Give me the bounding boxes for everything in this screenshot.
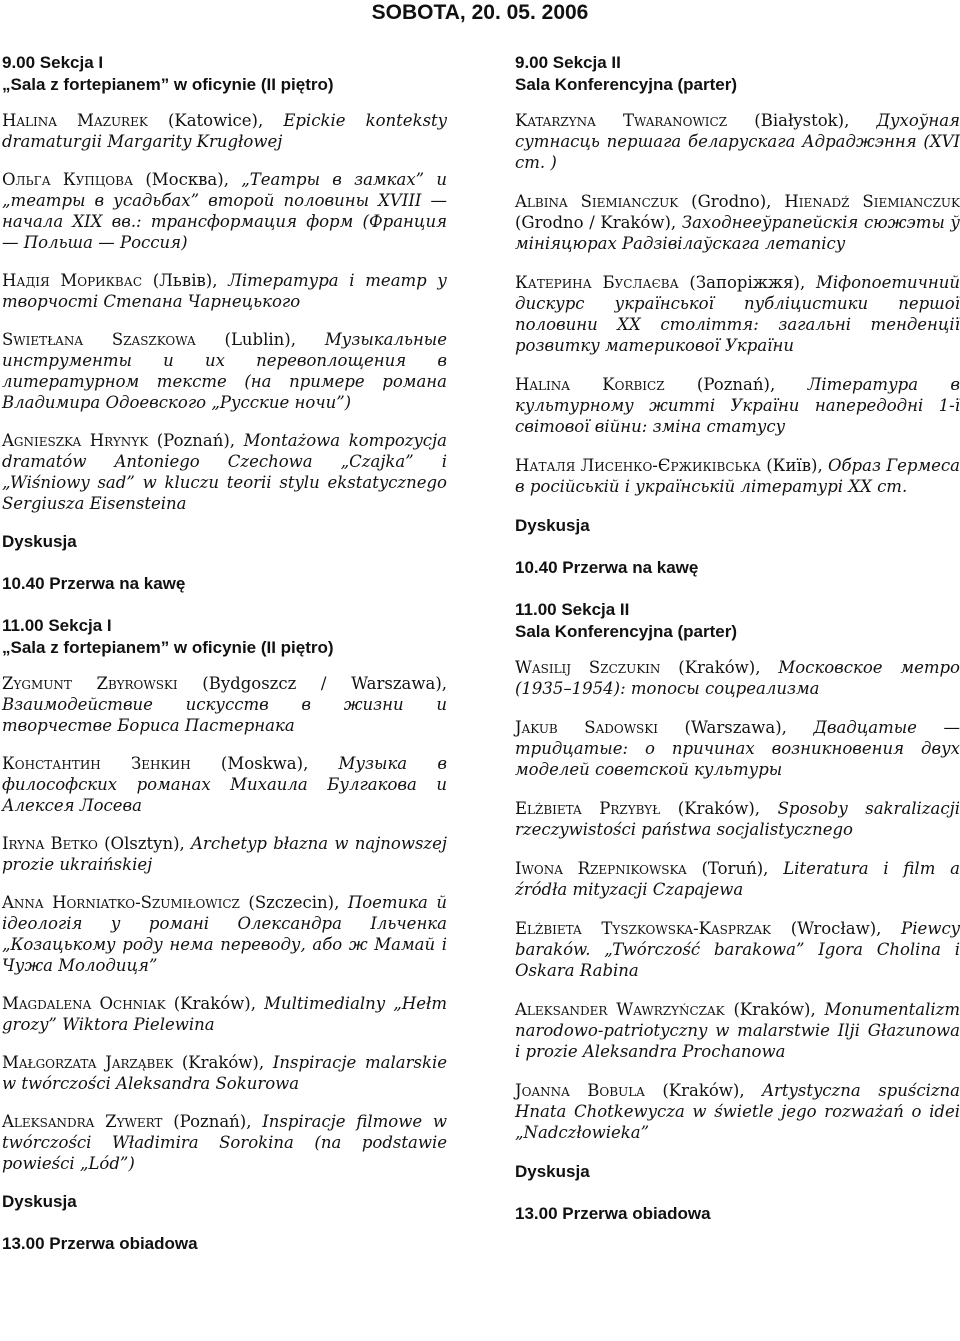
- entry-author: Małgorzata Jarząbek: [2, 1053, 174, 1072]
- left-column: [2, 52, 447, 1275]
- entry-author: Anna Horniatko-Szumiłowicz: [2, 893, 240, 912]
- entry-title: Міфопоетичний дискурс української публіцистики першої половини XX століття: загальні тенденції розвитку материкової України: [515, 273, 960, 355]
- program-entry: [2, 329, 447, 413]
- entry-location: (Wrocław),: [770, 919, 902, 938]
- entry-author: Hienadź Siemianczuk: [784, 192, 960, 211]
- entry-title: Artystyczna spuścizna Hnata Chotkewycza w świetle jego rozważań o idei „Nadczłowieka”: [515, 1081, 960, 1142]
- entry-title: Двадцатые — тридцатые: о причинах возникновения двух моделей советской культуры: [515, 718, 960, 779]
- entry-title: Montażowa kompozycja dramatów Antoniego Czechowa „Czajka” i „Wiśniowy sad” w kluczu teorii stylu ekstatycznego Sergiusza Eisensteina: [2, 431, 447, 513]
- discussion-label: Dyskusja: [2, 532, 77, 551]
- entry-title: Epickie konteksty dramaturgii Margarity Krugłowej: [2, 111, 447, 151]
- entry-title: Sposoby sakralizacji rzeczywistości państwa socjalistycznego: [515, 799, 960, 839]
- entry-title: Духоўная сутнасць першага беларускага Адраджэння (XVI ст. ): [515, 111, 960, 172]
- program-entry: [515, 110, 960, 173]
- entry-author: Albina Siemianczuk: [515, 192, 679, 211]
- entry-author: Magdalena Ochniak: [2, 994, 166, 1013]
- entry-location: (Poznań),: [664, 375, 808, 394]
- program-entry: [515, 918, 960, 981]
- entry-location: (Katowice),: [147, 111, 284, 130]
- entry-location: (Запоріжжя),: [678, 273, 816, 292]
- program-entry: [515, 191, 960, 254]
- entry-author: Elżbieta Przybył: [515, 799, 661, 818]
- program-entry: [2, 892, 447, 976]
- entry-author: Ольга Купцова: [2, 170, 134, 189]
- program-entry: [2, 169, 447, 253]
- entry-title: Piewcy baraków. „Twórczość barakowa” Igora Cholina i Oskara Rabina: [515, 919, 960, 980]
- session-heading: [515, 52, 960, 96]
- entry-title: Заходнееўрапейскія сюжэты ў мініяцюрах Радзівілаўскага летапісу: [515, 213, 960, 253]
- discussion-label: Dyskusja: [515, 1162, 590, 1181]
- entry-location: (Toruń),: [686, 859, 784, 878]
- entry-location: (Kraków),: [724, 1000, 825, 1019]
- entry-location: (Kraków),: [173, 1053, 273, 1072]
- entry-author: Iryna Betko: [2, 834, 98, 853]
- entry-author: Константин Зенкин: [2, 754, 191, 773]
- coffee-break: 10.40 Przerwa na kawę: [515, 558, 699, 577]
- program-entry: [2, 993, 447, 1035]
- session-heading: [515, 599, 960, 643]
- entry-location: (Grodno / Kraków),: [515, 213, 682, 232]
- entry-author: Aleksandra Zywert: [2, 1112, 163, 1131]
- entry-title: Literatura i film a źródła mityzacji Czapajewa: [515, 859, 960, 899]
- entry-title: Поетика й ідеологія у романі Олександра Ільченка „Козацькому роду нема переводу, або ж Мамай і Чужа Молодиця”: [2, 893, 447, 975]
- entry-location: (Białystok),: [727, 111, 877, 130]
- right-column: [515, 52, 960, 1245]
- entry-location: (Kraków),: [660, 658, 779, 677]
- session-room: Sala Konferencyjna (parter): [515, 622, 738, 641]
- program-entry: [515, 272, 960, 356]
- program-entry: [2, 430, 447, 514]
- program-entry: [2, 270, 447, 312]
- entry-title: Multimedialny „Hełm grozy” Wiktora Pielewina: [2, 994, 447, 1034]
- session-time: 9.00 Sekcja I: [2, 53, 104, 72]
- session-time: 11.00 Sekcja II: [515, 600, 630, 619]
- entry-location: (Львів),: [142, 271, 229, 290]
- entry-author: Надія Мориквас: [2, 271, 143, 290]
- entry-title: Музыка в философских романах Михаила Булгакова и Алексея Лосева: [2, 754, 447, 815]
- session-time: 11.00 Sekcja I: [2, 616, 112, 635]
- entry-title: Література і театр у творчості Степана Чарнецького: [2, 271, 448, 311]
- entry-title: Московское метро (1935–1954): топосы соцреализма: [515, 658, 960, 698]
- entry-title: „Театры в замках” и „театры в усадьбах” второй половины XVIII — начала XIX вв.: трансформация форм (Франция — Польша — Россия): [2, 170, 447, 252]
- entry-location: (Москва),: [133, 170, 242, 189]
- entry-author: Wasilij Szczukin: [515, 658, 661, 677]
- entry-author: Agnieszka Hrynyk: [2, 431, 149, 450]
- program-entry: [515, 657, 960, 699]
- program-entry: [515, 999, 960, 1062]
- entry-title: Музыкальные инструменты и их перевоплощения в литературном тексте (на примере романа Владимира Одоевского „Русские ночи”): [2, 330, 448, 412]
- program-entry: [2, 673, 447, 736]
- entry-location: (Poznań),: [162, 1112, 263, 1131]
- entry-location: (Grodno),: [678, 192, 785, 211]
- lunch-break: 13.00 Przerwa obiadowa: [2, 1234, 198, 1253]
- entry-author: Katarzyna Twaranowicz: [515, 111, 728, 130]
- entry-author: Jakub Sadowski: [515, 718, 658, 737]
- entry-author: Zygmunt Zbyrowski: [2, 674, 178, 693]
- program-entry: [2, 110, 447, 152]
- entry-title: Archetyp błazna w najnowszej prozie ukraińskiej: [2, 834, 447, 874]
- session-heading: [2, 615, 447, 659]
- session-room: „Sala z fortepianem” w oficynie (II piętro): [2, 75, 334, 94]
- entry-location: (Lublin),: [195, 330, 325, 349]
- program-entry: [515, 374, 960, 437]
- program-entry: [2, 753, 447, 816]
- program-entry: [2, 1111, 447, 1174]
- entry-location: (Olsztyn),: [97, 834, 192, 853]
- entry-author: Halina Korbicz: [515, 375, 665, 394]
- program-entry: [2, 1052, 447, 1094]
- entry-location: (Poznań),: [148, 431, 244, 450]
- program-entry: [515, 858, 960, 900]
- session-time: 9.00 Sekcja II: [515, 53, 621, 72]
- entry-location: (Moskwa),: [190, 754, 339, 773]
- program-entry: [2, 833, 447, 875]
- entry-title: Література в культурному житті України напередодні 1-ї світової війни: зміна статусу: [515, 375, 960, 436]
- entry-title: Inspiracje filmowe w twórczości Władimira Sorokina (na podstawie powieści „Lód”): [2, 1112, 448, 1173]
- entry-author: Катерина Буслаєва: [515, 273, 679, 292]
- entry-location: (Kraków),: [660, 799, 778, 818]
- program-entry: [515, 798, 960, 840]
- entry-title: Взаимодействие искусств в жизни и творчестве Бориса Пастернака: [2, 695, 447, 735]
- program-entry: [515, 717, 960, 780]
- coffee-break: 10.40 Przerwa na kawę: [2, 574, 186, 593]
- page-title: SOBOTA, 20. 05. 2006: [371, 1, 589, 24]
- entry-author: Наталя Лисенко-Єржиківська: [515, 456, 761, 475]
- session-room: „Sala z fortepianem” w oficynie (II piętro): [2, 638, 334, 657]
- entry-title: Inspiracje malarskie w twórczości Aleksandra Sokurowa: [2, 1053, 447, 1093]
- entry-author: Joanna Bobula: [515, 1081, 645, 1100]
- entry-location: (Szczecin),: [239, 893, 348, 912]
- discussion-label: Dyskusja: [515, 516, 590, 535]
- entry-author: Iwona Rzepnikowska: [515, 859, 687, 878]
- entry-location: (Bydgoszcz / Warszawa),: [177, 674, 447, 693]
- program-entry: [515, 1080, 960, 1143]
- entry-author: Swietłana Szaszkowa: [2, 330, 196, 349]
- discussion-label: Dyskusja: [2, 1192, 77, 1211]
- entry-title: Monumentalizm narodowo-patriotyczny w malarstwie Ilji Głazunowa i prozie Aleksandra Prochanowa: [515, 1000, 960, 1061]
- session-room: Sala Konferencyjna (parter): [515, 75, 738, 94]
- entry-location: (Kraków),: [165, 994, 265, 1013]
- entry-title: Образ Гермеса в російській і українській літературі XX ст.: [515, 456, 960, 496]
- entry-location: (Warszawa),: [658, 718, 814, 737]
- session-heading: [2, 52, 447, 96]
- entry-author: Elżbieta Tyszkowska-Kasprzak: [515, 919, 771, 938]
- entry-author: Halina Mazurek: [2, 111, 148, 130]
- lunch-break: 13.00 Przerwa obiadowa: [515, 1204, 711, 1223]
- entry-location: (Київ),: [761, 456, 828, 475]
- entry-author: Aleksander Wawrzyńczak: [515, 1000, 725, 1019]
- program-entry: [515, 455, 960, 497]
- entry-location: (Kraków),: [644, 1081, 763, 1100]
